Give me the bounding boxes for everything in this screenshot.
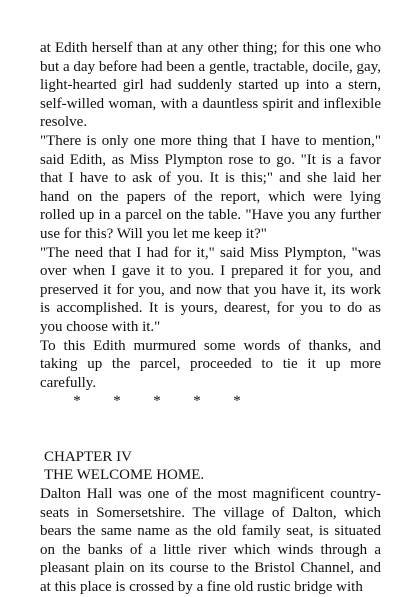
section-gap <box>40 411 381 448</box>
separator-star: * <box>113 393 121 410</box>
document-page <box>40 39 381 597</box>
paragraph-2: "There is only one more thing that I have to mention," said Edith, as Miss Plympton rose to go. "It is a favor that I have to ask of you. It is this;" and she laid her hand on the papers of the report, which were lying rolled up in a parcel on the table. "Have you any further use for this? Will you let me keep it?" <box>40 132 381 242</box>
separator-star: * <box>193 393 201 410</box>
separator-star: * <box>153 393 161 410</box>
chapter-paragraph: Dalton Hall was one of the most magnificent country-seats in Somersetshire. The village of Dalton, which bears the same name as the old family seat, is situated on the banks of a little river which winds through a pleasant plain on its course to the Bristol Channel, and at this place is crossed by a fine old rustic bridge with <box>40 486 381 596</box>
chapter-title: CHAPTER IV <box>44 448 132 465</box>
separator-star: * <box>73 393 81 410</box>
chapter-subtitle: THE WELCOME HOME. <box>44 467 205 484</box>
paragraph-4: To this Edith murmured some words of thanks, and taking up the parcel, proceeded to tie it up more carefully. <box>40 337 381 391</box>
paragraph-1: at Edith herself than at any other thing; for this one who but a day before had been a gentle, tractable, docile, gay, light-hearted girl had suddenly started up into a stern, self-willed woman, with a dauntless spirit and inflexible resolve. <box>40 40 381 131</box>
separator-star: * <box>233 393 241 410</box>
section-separator <box>40 392 381 411</box>
paragraph-3: "The need that I had for it," said Miss Plympton, "was over when I gave it to you. I prepared it for you, and preserved it for you, and now that you have it, its work is accomplished. It is yours, dearest, for you to do as you choose with it." <box>40 244 381 335</box>
